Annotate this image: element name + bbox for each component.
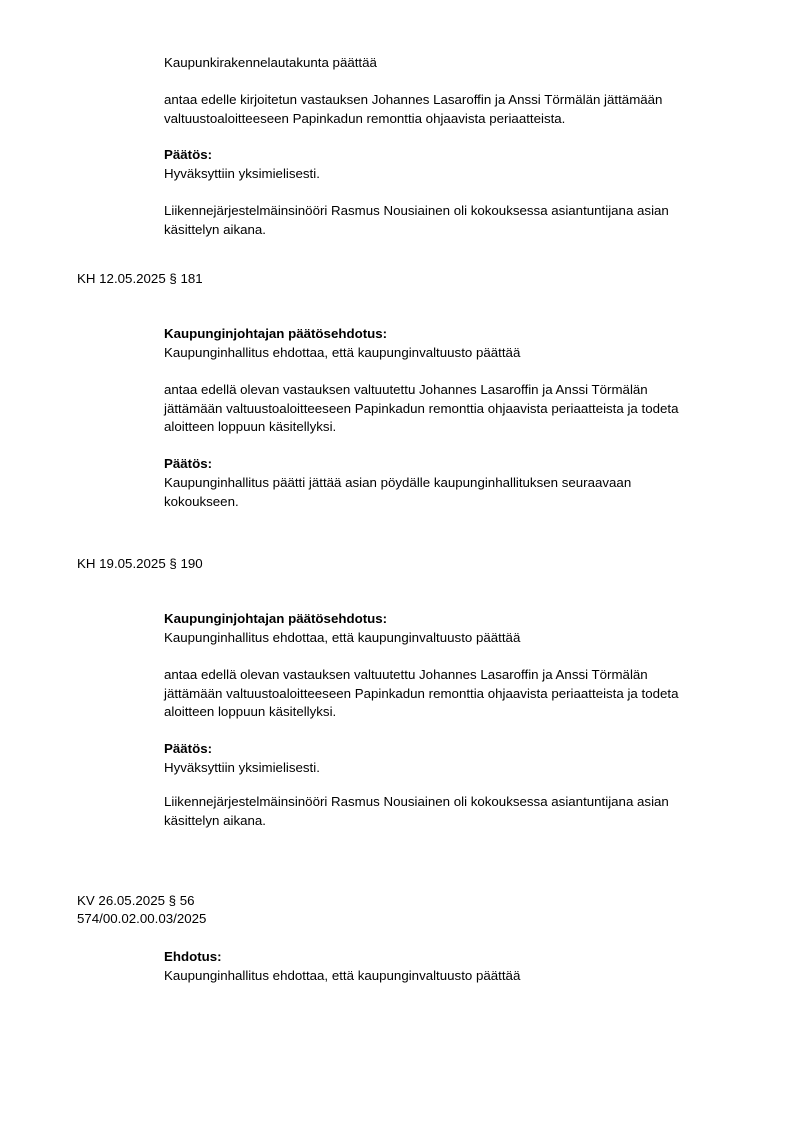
board-proposal-text: antaa edelle kirjoitetun vastauksen Johannes Lasaroffin ja Anssi Törmälän jättämään valtuustoaloitteeseen Papinkadun remonttia ohjaavista periaatteista. (164, 92, 663, 126)
meeting-2-decision-text: Hyväksyttiin yksimielisesti. (164, 760, 320, 775)
meeting-1-proposal-heading: Kaupunginjohtajan päätösehdotus: (164, 326, 388, 341)
meeting-2-proposal-heading: Kaupunginjohtajan päätösehdotus: (164, 611, 388, 626)
board-expert-note: Liikennejärjestelmäinsinööri Rasmus Nousiainen oli kokouksessa asiantuntijana asian käsittelyn aikana. (164, 203, 669, 237)
meeting-2-decision-heading: Päätös: (164, 741, 213, 756)
meeting-1-proposal-text: antaa edellä olevan vastauksen valtuutettu Johannes Lasaroffin ja Anssi Törmälän jättämään valtuustoaloitteeseen Papinkadun remonttia ohjaavista periaatteista ja todeta aloitteen loppuun käsitellyksi. (164, 382, 679, 434)
meeting-1-proposal-intro: Kaupunginhallitus ehdottaa, että kaupunginvaltuusto päättää (164, 345, 521, 360)
meeting-1-decision-text: Kaupunginhallitus päätti jättää asian pöydälle kaupunginhallituksen seuraavaan kokoukseen. (164, 475, 632, 509)
meeting-3-reference: KV 26.05.2025 § 56 (77, 893, 195, 908)
meeting-2-expert-note: Liikennejärjestelmäinsinööri Rasmus Nousiainen oli kokouksessa asiantuntijana asian käsittelyn aikana. (164, 794, 669, 828)
meeting-2-reference: KH 19.05.2025 § 190 (77, 556, 203, 571)
meeting-2-proposal-intro: Kaupunginhallitus ehdottaa, että kaupunginvaltuusto päättää (164, 630, 521, 645)
meeting-3-diary-number: 574/00.02.00.03/2025 (77, 911, 207, 926)
meeting-3-proposal-heading: Ehdotus: (164, 949, 222, 964)
meeting-1-reference: KH 12.05.2025 § 181 (77, 271, 203, 286)
meeting-3-proposal-intro: Kaupunginhallitus ehdottaa, että kaupunginvaltuusto päättää (164, 968, 521, 983)
meeting-1-decision-heading: Päätös: (164, 456, 213, 471)
meeting-2-proposal-text: antaa edellä olevan vastauksen valtuutettu Johannes Lasaroffin ja Anssi Törmälän jättämään valtuustoaloitteeseen Papinkadun remonttia ohjaavista periaatteista ja todeta aloitteen loppuun käsitellyksi. (164, 667, 679, 719)
board-intro: Kaupunkirakennelautakunta päättää (164, 55, 377, 70)
board-decision-heading: Päätös: (164, 147, 213, 162)
board-decision-text: Hyväksyttiin yksimielisesti. (164, 166, 320, 181)
